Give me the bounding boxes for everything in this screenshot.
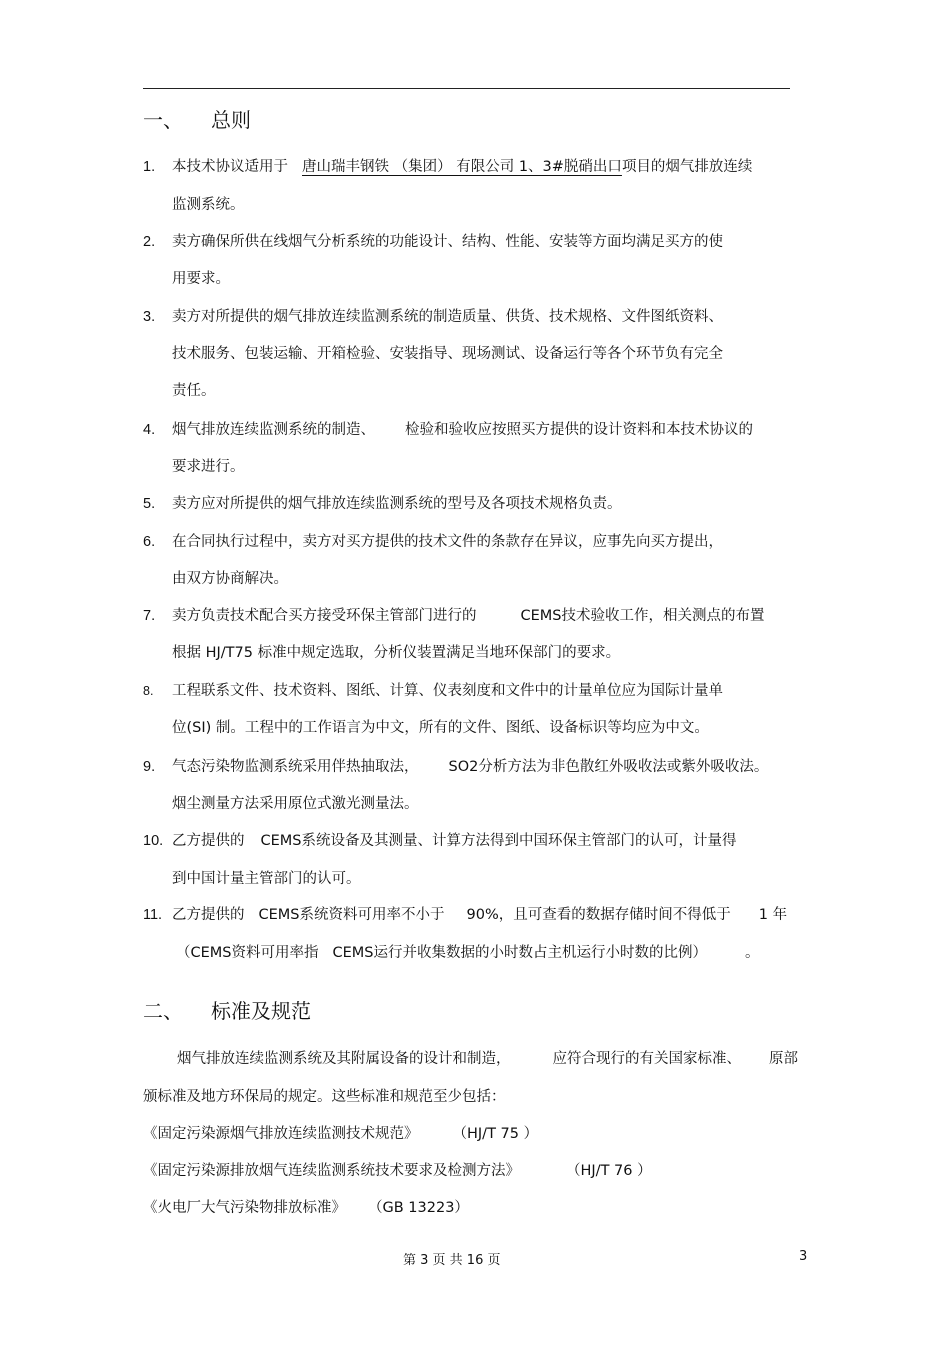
para-text: 应符合现行的有关国家标准、 [552,1051,741,1067]
list-item-5 [143,494,622,514]
list-item-6-cont: 由双方协商解决。 [172,571,288,587]
section-number: 一、 [143,108,183,132]
item-number: 4. [143,422,156,438]
para-text: 烟气排放连续监测系统及其附属设备的设计和制造， [177,1051,511,1067]
para-text: 原部 [769,1051,798,1067]
standards-intro-line1 [177,1049,798,1069]
item-text: 卖方负责技术配合买方接受环保主管部门进行的 [172,608,477,624]
list-item-10 [143,831,737,851]
standard-code: （HJ/T 76 ） [566,1163,652,1179]
item-text: 。 [745,945,760,961]
list-item-4 [143,420,753,440]
item-number: 5. [143,496,156,512]
item-text: 在合同执行过程中，卖方对买方提供的技术文件的条款存在异议，应事先向买方提出， [172,534,723,550]
list-item-9-cont: 烟尘测量方法采用原位式激光测量法。 [172,796,419,812]
list-item-1-cont: 监测系统。 [172,197,245,213]
section-title: 标准及规范 [211,999,311,1023]
item-text: 1 年 [758,907,788,923]
standards-intro-line2: 颁标准及地方环保局的规定。这些标准和规范至少包括： [143,1089,506,1105]
item-text: CEMS系统设备及其测量、计算方法得到中国环保主管部门的认可，计量得 [260,833,737,849]
item-number: 3. [143,309,156,325]
item-text: CEMS系统资料可用率不小于 [258,907,445,923]
item-text: 工程联系文件、技术资料、图纸、计算、仪表刻度和文件中的计量单位应为国际计量单 [172,683,723,699]
list-item-4-cont: 要求进行。 [172,459,245,475]
page-number: 3 [799,1249,808,1264]
standard-code: （GB 13223） [368,1200,469,1216]
item-number: 9. [143,759,156,775]
list-item-10-cont: 到中国计量主管部门的认可。 [172,871,361,887]
list-item-7 [143,606,765,626]
item-number: 7. [143,608,156,624]
list-item-11-cont [176,943,760,963]
list-item-11 [143,905,787,925]
list-item-3-cont: 技术服务、包装运输、开箱检验、安装指导、现场测试、设备运行等各个环节负有完全 [172,346,723,362]
list-item-3-cont2: 责任。 [172,383,216,399]
item-text: 乙方提供的 [172,833,245,849]
list-item-8-cont: 位(SI) 制。工程中的工作语言为中文，所有的文件、图纸、设备标识等均应为中文。 [172,720,709,736]
section-title: 总则 [211,108,251,132]
list-item-2 [143,232,723,252]
list-item-2-cont: 用要求。 [172,271,230,287]
standard-item [143,1124,538,1144]
list-item-1 [143,157,752,177]
item-text: 乙方提供的 [172,907,245,923]
section-number: 二、 [143,999,183,1023]
list-item-8 [143,681,723,701]
project-name: 唐山瑞丰钢铁 （集团） 有限公司 1、3#脱硝出口 [302,159,622,175]
item-text: CEMS技术验收工作，相关测点的布置 [520,608,765,624]
item-text: 卖方应对所提供的烟气排放连续监测系统的型号及各项技术规格负责。 [172,496,622,512]
page-indicator: 第 3 页 共 16 页 [403,1253,501,1268]
item-number: 8. [143,684,154,698]
item-text: 气态污染物监测系统采用伴热抽取法， [172,759,419,775]
header-rule [143,88,790,89]
standard-item [143,1198,469,1218]
standard-item [143,1161,652,1181]
item-number: 1. [143,159,156,175]
item-text: 本技术协议适用于 [172,159,288,175]
section-heading-general [143,104,251,133]
item-text: SO2分析方法为非色散红外吸收法或紫外吸收法。 [448,759,769,775]
section-heading-standards [143,995,311,1024]
item-text: 烟气排放连续监测系统的制造、 [172,422,375,438]
item-text: 卖方对所提供的烟气排放连续监测系统的制造质量、供货、技术规格、文件图纸资料、 [172,309,723,325]
item-number: 10. [143,833,164,849]
standard-name: 《固定污染源排放烟气连续监测系统技术要求及检测方法》 [143,1163,520,1179]
item-text: CEMS运行并收集数据的小时数占主机运行小时数的比例） [332,945,708,961]
standard-name: 《固定污染源烟气排放连续监测技术规范》 [143,1126,419,1142]
item-text: 项目的烟气排放连续 [621,159,753,175]
item-number: 2. [143,234,156,250]
list-item-6 [143,532,723,552]
standard-code: （HJ/T 75 ） [452,1126,539,1142]
item-number: 11. [143,907,163,923]
list-item-7-cont: 根据 HJ/T75 标准中规定选取，分析仪装置满足当地环保部门的要求。 [172,645,621,661]
standard-name: 《火电厂大气污染物排放标准》 [143,1200,346,1216]
item-text: 检验和验收应按照买方提供的设计资料和本技术协议的 [405,422,753,438]
list-item-9 [143,757,768,777]
item-text: 卖方确保所供在线烟气分析系统的功能设计、结构、性能、安装等方面均满足买方的使 [172,234,723,250]
item-number: 6. [143,534,156,550]
item-text: （CEMS资料可用率指 [176,945,319,961]
list-item-3 [143,307,723,327]
item-text: 90%，且可查看的数据存储时间不得低于 [466,907,731,923]
